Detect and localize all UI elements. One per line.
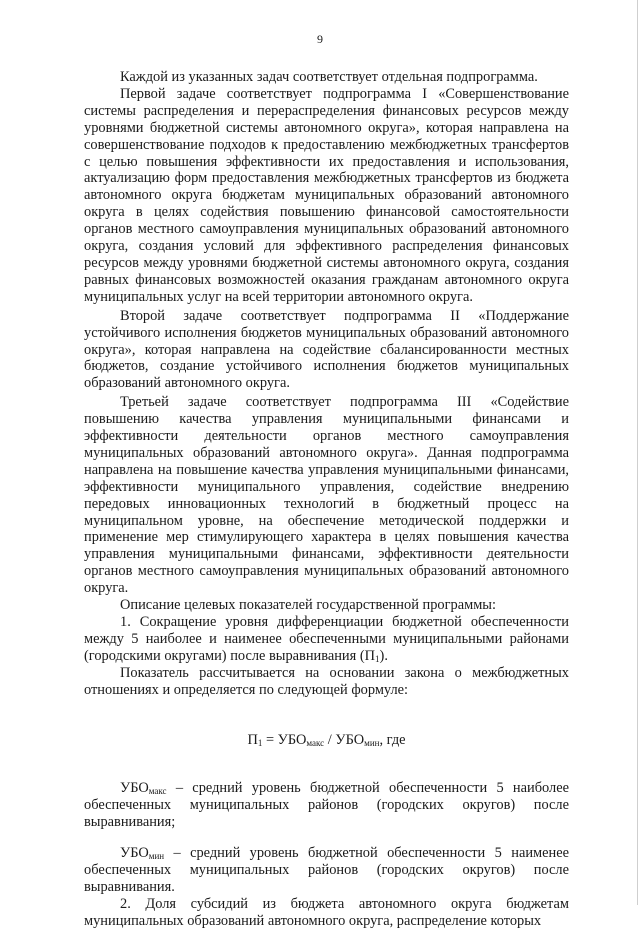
- definition-max-text: – средний уровень бюджетной обеспеченности 5 наиболее обеспеченных муниципальных районов (городских округов) после выравнивания;: [84, 780, 569, 831]
- formula-div: / УБО: [324, 731, 365, 748]
- formula-min-sub: мин: [364, 737, 380, 748]
- definition-min-sub: мин: [148, 851, 165, 862]
- formula-tail: , где: [379, 731, 406, 748]
- definition-max-sub: макс: [148, 786, 167, 797]
- paragraph-subprogram-3: Третьей задаче соответствует подпрограмма III «Содействие повышению качества управления муниципальными финансами и эффективности деятельности органов местного самоуправления муниципальных образований автономного округа». Данная подпрограмма направлена на повышение качества управления муниципальными финансами, эффективности муниципального управления, содействие внедрению передовых инновационных технологий в бюджетный процесс на муниципальном уровне, на обеспечение методической поддержки и применение мер стимулирующего характера в целях повышения качества управления муниципальными финансами, эффективности деятельности органов местного самоуправления муниципальных образований автономного округа.: [84, 394, 569, 597]
- paragraph-subprogram-2: Второй задаче соответствует подпрограмма II «Поддержание устойчивого исполнения бюджетов муниципальных образований автономного округа», которая направлена на содействие сбалансированности местных бюджетов, создание устойчивого исполнения бюджетов муниципальных образований автономного округа.: [84, 307, 569, 392]
- formula-lhs-sub: 1: [257, 737, 263, 748]
- paragraph-indicator-2: 2. Доля субсидий из бюджета автономного округа бюджетам муниципальных образований автономного округа, распределение которых: [84, 895, 569, 929]
- indicator-1-subscript: 1: [375, 653, 380, 664]
- page-number: 9: [317, 32, 323, 46]
- formula: [84, 732, 569, 749]
- paragraph-intro: Каждой из указанных задач соответствует отдельная подпрограмма.: [120, 69, 538, 85]
- formula-max-sub: макс: [306, 737, 325, 748]
- indicator-1-text: 1. Сокращение уровня дифференциации бюджетной обеспеченности между 5 наиболее и наименее обеспеченными муниципальными районами (городскими округами) после выравнивания (П: [84, 614, 569, 664]
- definition-min-term: УБО: [120, 845, 149, 862]
- formula-eq: = УБО: [262, 731, 307, 748]
- paragraph-indicators-heading: Описание целевых показателей государственной программы:: [120, 597, 496, 614]
- paragraph-indicator-1: [84, 614, 569, 665]
- definition-max-term: УБО: [120, 780, 149, 797]
- paragraph-calculation-basis: Показатель рассчитывается на основании закона о межбюджетных отношениях и определяется по следующей формуле:: [84, 664, 569, 698]
- definition-min-text: – средний уровень бюджетной обеспеченности 5 наименее обеспеченных муниципальных районов (городских округов) после выравнивания.: [84, 845, 569, 895]
- indicator-1-end: ).: [379, 647, 388, 664]
- paragraph-subprogram-1: Первой задаче соответствует подпрограмма I «Совершенствование системы распределения и перераспределения финансовых ресурсов между уровнями бюджетной системы автономного округа», которая направлена на совершенствование подходов к предоставлению межбюджетных трансфертов с целью повышения эффективности их предоставления и использования, актуализацию форм предоставления межбюджетных трансфертов из бюджета автономного округа бюджетам муниципальных образований автономного округа в целях содействия повышению финансовой самостоятельности органов местного самоуправления муниципальных образований автономного округа, создания условий для эффективного распределения финансовых ресурсов между уровнями бюджетной системы автономного округа, создания равных финансовых возможностей оказания гражданам автономного округа муниципальных услуг на всей территории автономного округа.: [84, 85, 569, 305]
- formula-lhs: П: [247, 731, 258, 748]
- definition-max: [84, 780, 569, 831]
- document-body: [84, 69, 569, 930]
- page-edge: [637, 0, 638, 905]
- definition-min: [84, 845, 569, 896]
